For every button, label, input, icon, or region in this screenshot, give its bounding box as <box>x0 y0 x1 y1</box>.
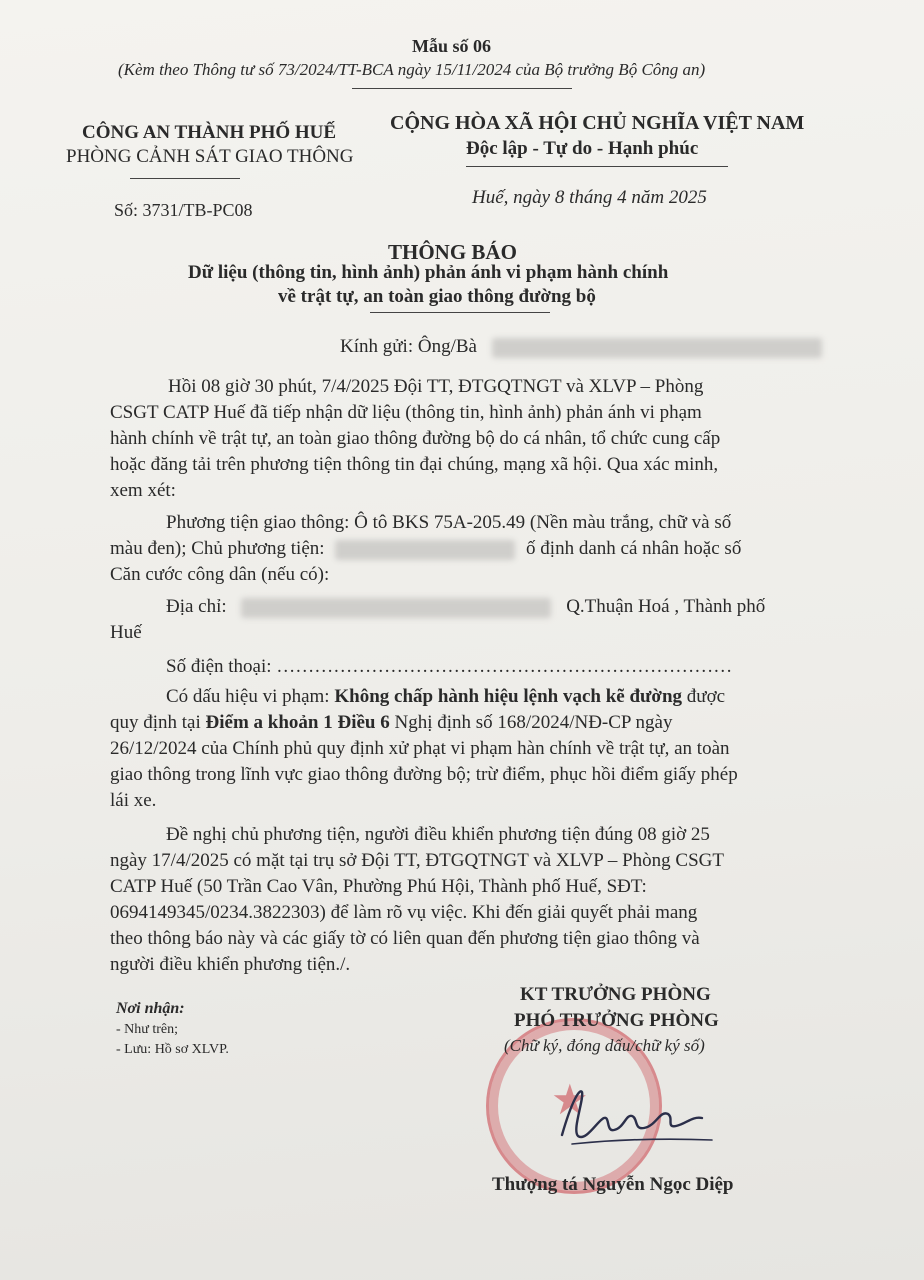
owner-id-label: ố định danh cá nhân hoặc số <box>526 538 742 559</box>
law-article: Điểm a khoản 1 Điều 6 <box>205 712 390 733</box>
vehicle-line-2 <box>110 536 741 562</box>
request-line-5: theo thông báo này và các giấy tờ có liên quan đến phương tiện giao thông và <box>110 928 700 949</box>
nation-motto: Độc lập - Tự do - Hạnh phúc <box>466 138 699 159</box>
violation-label: Có dấu hiệu vi phạm: <box>166 686 335 707</box>
address-tail: Q.Thuận Hoá , Thành phố <box>566 596 766 617</box>
redacted-name <box>492 338 822 358</box>
redacted-owner <box>335 540 515 560</box>
signer-role-1: KT TRƯỞNG PHÒNG <box>520 984 711 1005</box>
signature-note: (Chữ ký, đóng dấu/chữ ký số) <box>504 1036 705 1055</box>
subtitle-rule <box>370 312 550 313</box>
handwritten-signature <box>552 1080 722 1150</box>
nation-title: CỘNG HÒA XÃ HỘI CHỦ NGHĨA VIỆT NAM <box>390 112 805 134</box>
violation-text: Không chấp hành hiệu lệnh vạch kẽ đường <box>334 686 683 707</box>
law-line <box>110 710 672 736</box>
address-city: Huế <box>110 622 142 643</box>
header-rule <box>352 88 572 89</box>
recipient-item-2: - Lưu: Hồ sơ XLVP. <box>116 1042 229 1057</box>
intake-line-5: xem xét: <box>110 480 176 501</box>
document-number: Số: 3731/TB-PC08 <box>114 200 253 220</box>
vehicle-line-3: Căn cước công dân (nếu có): <box>110 564 330 585</box>
signer-role-2: PHÓ TRƯỞNG PHÒNG <box>514 1010 719 1031</box>
document-date: Huế, ngày 8 tháng 4 năm 2025 <box>472 187 707 208</box>
violation-line <box>166 684 725 710</box>
greeting <box>340 334 822 360</box>
address-line <box>166 594 765 620</box>
request-line-6: người điều khiển phương tiện./. <box>110 954 351 975</box>
law-line-3: giao thông trong lĩnh vực giao thông đường bộ; trừ điểm, phục hồi điểm giấy phép <box>110 764 738 785</box>
violation-tail: được <box>682 686 726 707</box>
request-line-4: 0694149345/0234.3822303) để làm rõ vụ việc. Khi đến giải quyết phải mang <box>110 902 698 923</box>
document-subtitle-2: về trật tự, an toàn giao thông đường bộ <box>278 286 596 307</box>
vehicle-line-1: Phương tiện giao thông: Ô tô BKS 75A-205.49 (Nền màu trắng, chữ và số <box>166 512 732 533</box>
agency-name: CÔNG AN THÀNH PHỐ HUẾ <box>82 122 337 143</box>
intake-line-1: Hồi 08 giờ 30 phút, 7/4/2025 Đội TT, ĐTGQTNGT và XLVP – Phòng <box>168 376 704 397</box>
request-line-2: ngày 17/4/2025 có mặt tại trụ sở Đội TT, ĐTGQTNGT và XLVP – Phòng CSGT <box>110 850 724 871</box>
phone-line: Số điện thoại: ……………………………………………………………… <box>166 656 733 677</box>
redacted-address <box>241 598 551 618</box>
law-prefix: quy định tại <box>110 712 206 733</box>
law-decree: Nghị định số 168/2024/NĐ-CP ngày <box>389 712 673 733</box>
document-subtitle-1: Dữ liệu (thông tin, hình ảnh) phản ánh vi phạm hành chính <box>188 262 669 283</box>
address-label: Địa chỉ: <box>166 596 227 617</box>
star-icon: ★ <box>551 1075 589 1124</box>
signer-name: Thượng tá Nguyễn Ngọc Diệp <box>492 1174 734 1195</box>
law-line-4: lái xe. <box>110 790 157 811</box>
owner-label: màu đen); Chủ phương tiện: <box>110 538 325 559</box>
request-line-3: CATP Huế (50 Trần Cao Vân, Phường Phú Hội, Thành phố Huế, SĐT: <box>110 876 647 897</box>
agency-rule <box>130 178 240 179</box>
intake-line-2: CSGT CATP Huế đã tiếp nhận dữ liệu (thông tin, hình ảnh) phản ánh vi phạm <box>110 402 702 423</box>
form-number: Mẫu số 06 <box>412 36 492 56</box>
recipients-title: Nơi nhận: <box>116 1000 185 1017</box>
greeting-label: Kính gửi: Ông/Bà <box>340 336 477 357</box>
department-name: PHÒNG CẢNH SÁT GIAO THÔNG <box>66 146 354 167</box>
recipient-item-1: - Như trên; <box>116 1022 179 1037</box>
law-line-2: 26/12/2024 của Chính phủ quy định xử phạt vi phạm hàn chính về trật tự, an toàn <box>110 738 730 759</box>
motto-rule <box>466 166 728 167</box>
intake-line-3: hành chính về trật tự, an toàn giao thông đường bộ do cá nhân, tổ chức cung cấp <box>110 428 721 449</box>
intake-line-4: hoặc đăng tải trên phương tiện thông tin đại chúng, mạng xã hội. Qua xác minh, <box>110 454 719 475</box>
form-reference: (Kèm theo Thông tư số 73/2024/TT-BCA ngày 15/11/2024 của Bộ trưởng Bộ Công an) <box>118 60 706 79</box>
document-title: THÔNG BÁO <box>388 240 517 264</box>
request-line-1: Đề nghị chủ phương tiện, người điều khiển phương tiện đúng 08 giờ 25 <box>166 824 710 845</box>
